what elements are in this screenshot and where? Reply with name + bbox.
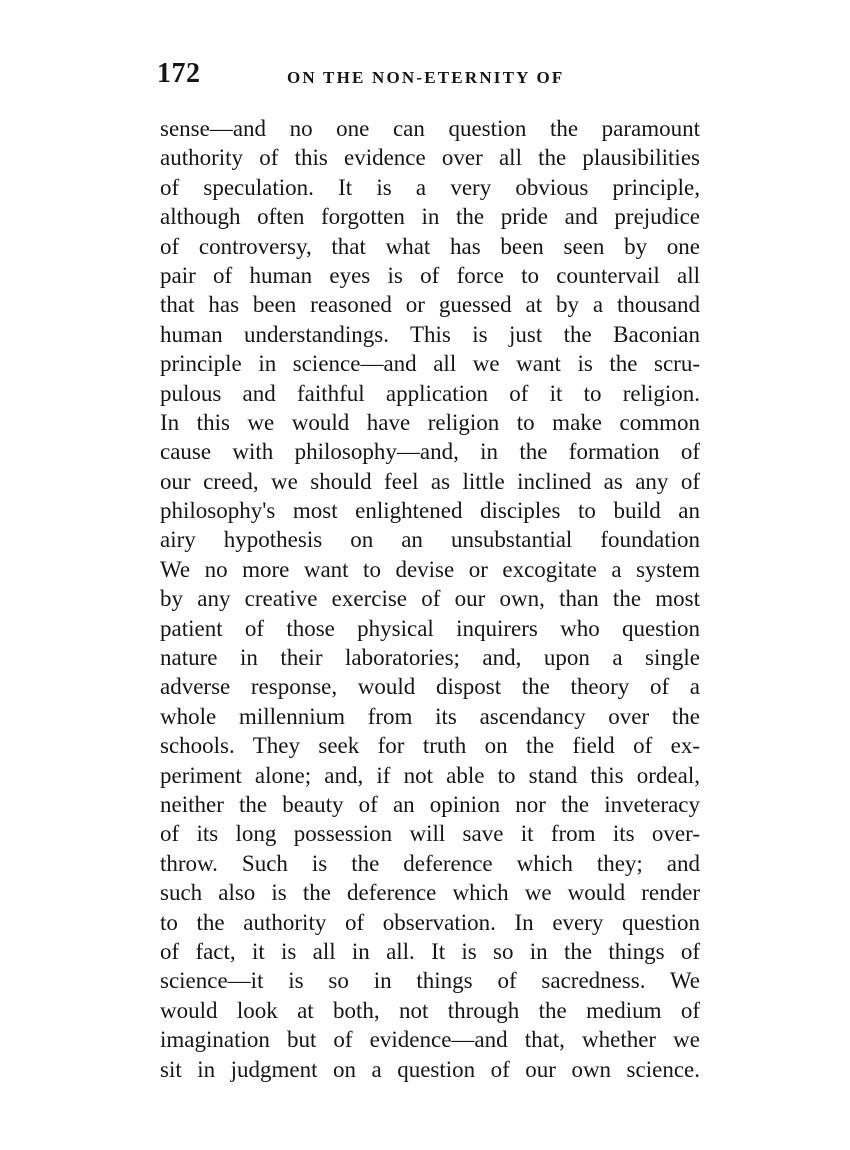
- page-header: [157, 58, 697, 94]
- page-number: 172: [157, 58, 201, 89]
- text-line: our creed, we should feel as little inclined as any of: [160, 468, 700, 494]
- text-line: would look at both, not through the medium of: [160, 997, 700, 1023]
- text-line: of its long possession will save it from its over-: [160, 821, 700, 847]
- text-line: patient of those physical inquirers who question: [160, 615, 700, 641]
- text-line: adverse response, would dispost the theory of a: [160, 674, 700, 700]
- text-line: schools. They seek for truth on the field of ex-: [160, 733, 700, 759]
- text-line: periment alone; and, if not able to stand this ordeal,: [160, 762, 700, 788]
- text-line: sense—and no one can question the paramount: [160, 116, 700, 141]
- text-line: pulous and faithful application of it to religion.: [160, 380, 700, 406]
- running-head: ON THE NON-ETERNITY OF: [287, 68, 565, 87]
- text-line: airy hypothesis on an unsubstantial foundation: [160, 527, 700, 553]
- text-line: principle in science—and all we want is the scru-: [160, 351, 700, 377]
- text-line: to the authority of observation. In every question: [160, 909, 700, 935]
- text-line: although often forgotten in the pride and prejudice: [160, 204, 700, 230]
- text-line: of fact, it is all in all. It is so in the things of: [160, 938, 700, 964]
- text-line: such also is the deference which we would render: [160, 880, 700, 906]
- text-line: of speculation. It is a very obvious principle,: [160, 174, 700, 200]
- text-line: whole millennium from its ascendancy over the: [160, 703, 700, 729]
- text-line: neither the beauty of an opinion nor the inveteracy: [160, 791, 700, 817]
- text-line: throw. Such is the deference which they; and: [160, 850, 700, 876]
- body-text: [160, 114, 700, 1084]
- text-line: of controversy, that what has been seen by one: [160, 233, 700, 259]
- text-line: cause with philosophy—and, in the formation of: [160, 439, 700, 465]
- text-line: philosophy's most enlightened disciples to build an: [160, 498, 700, 524]
- text-line: that has been reasoned or guessed at by a thousand: [160, 292, 700, 318]
- text-line: by any creative exercise of our own, than the most: [160, 586, 700, 612]
- text-line: In this we would have religion to make common: [160, 409, 700, 435]
- text-line: authority of this evidence over all the plausibilities: [160, 145, 700, 171]
- text-line: science—it is so in things of sacredness. We: [160, 968, 700, 994]
- text-line: human understandings. This is just the Baconian: [160, 321, 700, 347]
- text-line: nature in their laboratories; and, upon a single: [160, 645, 700, 671]
- text-line: pair of human eyes is of force to countervail all: [160, 262, 700, 288]
- text-line: We no more want to devise or excogitate a system: [160, 556, 700, 582]
- text-line: imagination but of evidence—and that, whether we: [160, 1027, 700, 1053]
- text-line: sit in judgment on a question of our own science.: [160, 1056, 700, 1082]
